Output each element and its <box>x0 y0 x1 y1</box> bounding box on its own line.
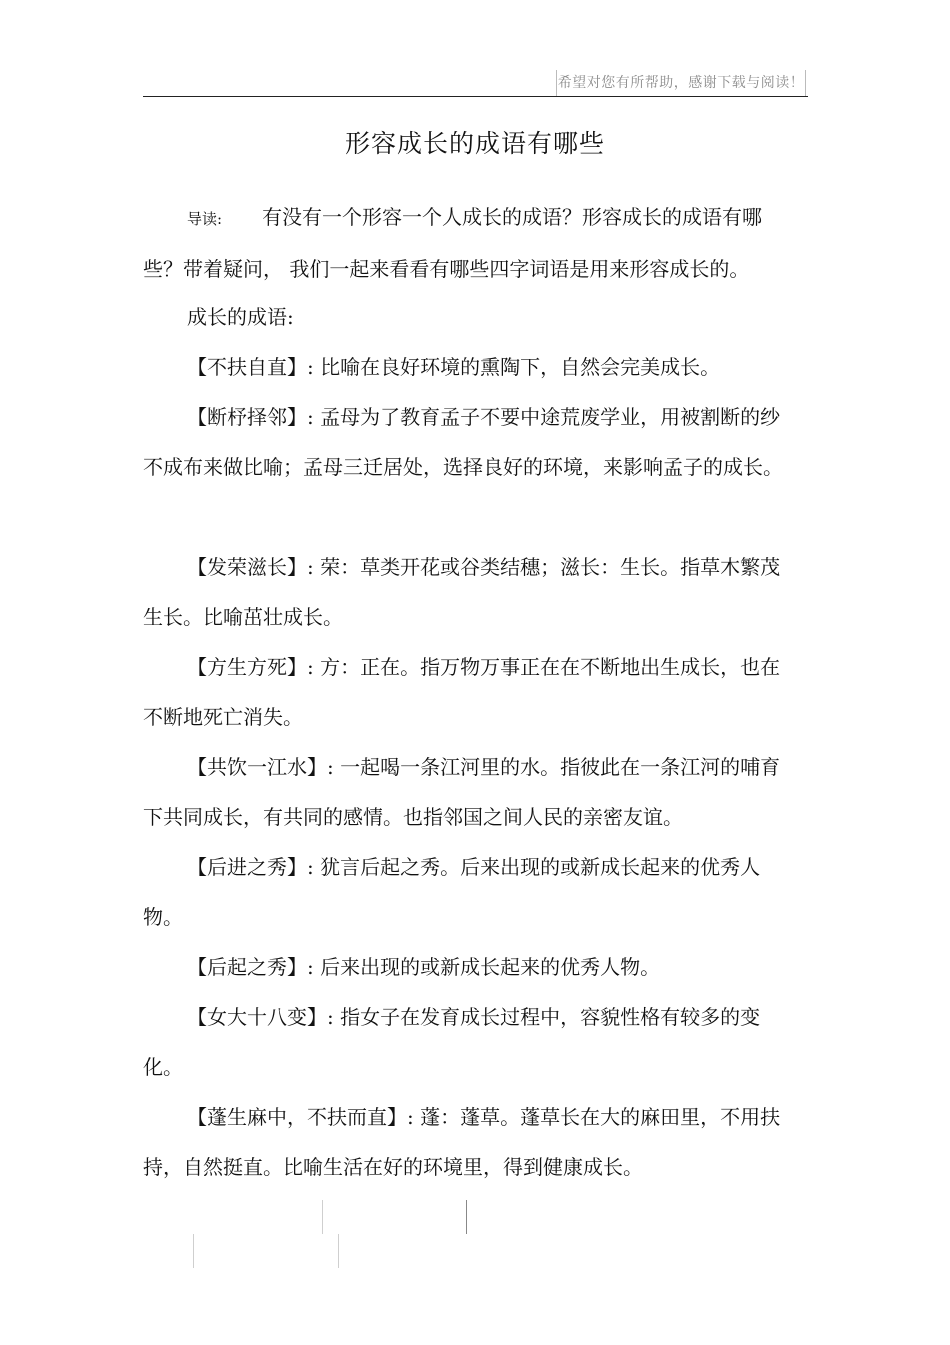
intro-text: 有没有一个形容一个人成长的成语？形容成长的成语有哪些？带着疑问， 我们一起来看看有哪些四字词语是用来形容成长的。 <box>143 205 763 281</box>
decorative-line <box>466 1200 467 1234</box>
intro-label: 导读: <box>187 210 223 228</box>
idiom-entry: 【蓬生麻中，不扶而直】: 蓬：蓬草。蓬草长在大的麻田里，不用扶持，自然挺直。比喻生活在好的环境里，得到健康成长。 <box>143 1105 781 1179</box>
decorative-line <box>193 1234 194 1268</box>
decorative-line <box>338 1234 339 1268</box>
header-divider <box>143 96 808 97</box>
idiom-entry: 【后起之秀】: 后来出现的或新成长起来的优秀人物。 <box>187 955 661 979</box>
idiom-entry: 【断杼择邻】: 孟母为了教育孟子不要中途荒废学业，用被割断的纱不成布来做比喻；孟母三迁居处，选择良好的环境，来影响孟子的成长。 <box>143 405 783 479</box>
header-banner: 希望对您有所帮助，感谢下载与阅读！ <box>556 70 806 96</box>
idiom-entry: 【不扶自直】: 比喻在良好环境的熏陶下，自然会完美成长。 <box>187 355 721 379</box>
intro-paragraph <box>143 192 783 294</box>
idiom-entry: 【共饮一江水】: 一起喝一条江河里的水。指彼此在一条江河的哺育下共同成长，有共同的感情。也指邻国之间人民的亲密友谊。 <box>143 755 781 829</box>
decorative-line <box>322 1200 323 1234</box>
page-title: 形容成长的成语有哪些 <box>344 129 605 158</box>
idiom-entry: 【方生方死】: 方：正在。指万物万事正在在不断地出生成长，也在不断地死亡消失。 <box>143 655 781 729</box>
idiom-entry: 【后进之秀】: 犹言后起之秀。后来出现的或新成长起来的优秀人物。 <box>143 855 761 929</box>
section-heading: 成长的成语: <box>187 305 294 329</box>
idiom-entry: 【女大十八变】: 指女子在发育成长过程中，容貌性格有较多的变化。 <box>143 1005 761 1079</box>
idiom-entry: 【发荣滋长】: 荣：草类开花或谷类结穗；滋长：生长。指草木繁茂生长。比喻茁壮成长。 <box>143 555 781 629</box>
